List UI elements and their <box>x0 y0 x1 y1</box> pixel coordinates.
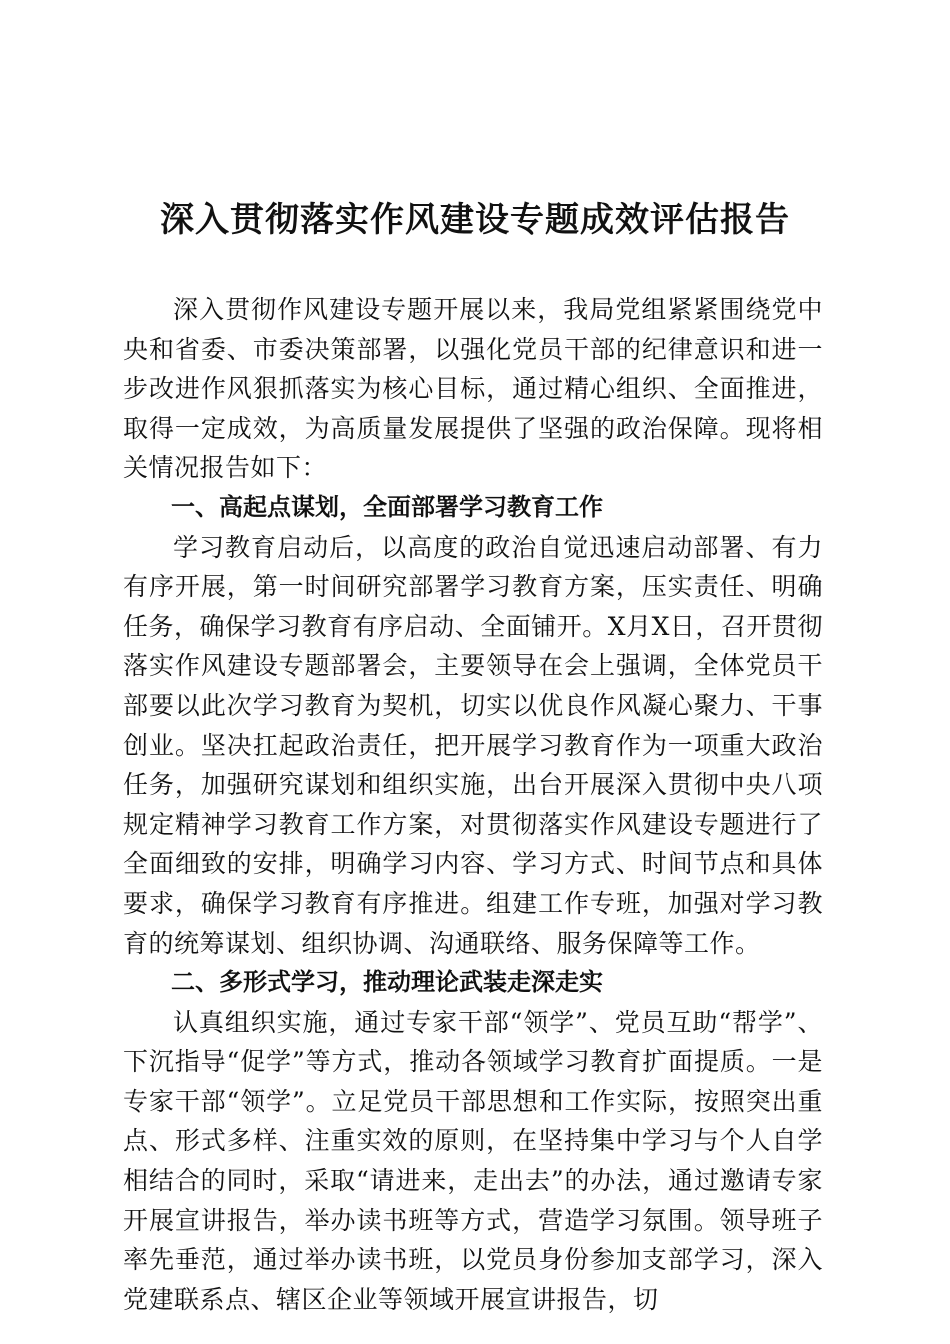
section-1-heading: 一、高起点谋划，全面部署学习教育工作 <box>171 492 603 521</box>
section-2-paragraph: 认真组织实施，通过专家干部“领学”、党员互助“帮学”、下沉指导“促学”等方式，推动各领域学习教育扩面提质。一是专家干部“领学”。立足党员干部思想和工作实际，按照突出重点、形式多样、注重实效的原则，在坚持集中学习与个人自学相结合的同时，采取“请进来，走出去”的办法，通过邀请专家开展宣讲报告，举办读书班等方式，营造学习氛围。领导班子率先垂范，通过举办读书班，以党员身份参加支部学习，深入党建联系点、辖区企业等领域开展宣讲报告，切 <box>123 1007 823 1314</box>
intro-paragraph: 深入贯彻作风建设专题开展以来，我局党组紧紧围绕党中央和省委、市委决策部署，以强化党员干部的纪律意识和进一步改进作风狠抓落实为核心目标，通过精心组织、全面推进，取得一定成效，为高质量发展提供了坚强的政治保障。现将相关情况报告如下： <box>123 295 823 483</box>
section-1-paragraph: 学习教育启动后，以高度的政治自觉迅速启动部署、有力有序开展，第一时间研究部署学习教育方案，压实责任、明确任务，确保学习教育有序启动、全面铺开。X月X日，召开贯彻落实作风建设专题部署会，主要领导在会上强调，全体党员干部要以此次学习教育为契机，切实以优良作风凝心聚力、干事创业。坚决扛起政治责任，把开展学习教育作为一项重大政治任务，加强研究谋划和组织实施，出台开展深入贯彻中央八项规定精神学习教育工作方案，对贯彻落实作风建设专题进行了全面细致的安排，明确学习内容、学习方式、时间节点和具体要求，确保学习教育有序推进。组建工作专班，加强对学习教育的统筹谋划、组织协调、沟通联络、服务保障等工作。 <box>123 532 823 958</box>
document-body <box>123 290 823 1319</box>
section-2-heading: 二、多形式学习，推动理论武装走深走实 <box>171 968 603 997</box>
document-title: 深入贯彻落实作风建设专题成效评估报告 <box>160 200 790 240</box>
